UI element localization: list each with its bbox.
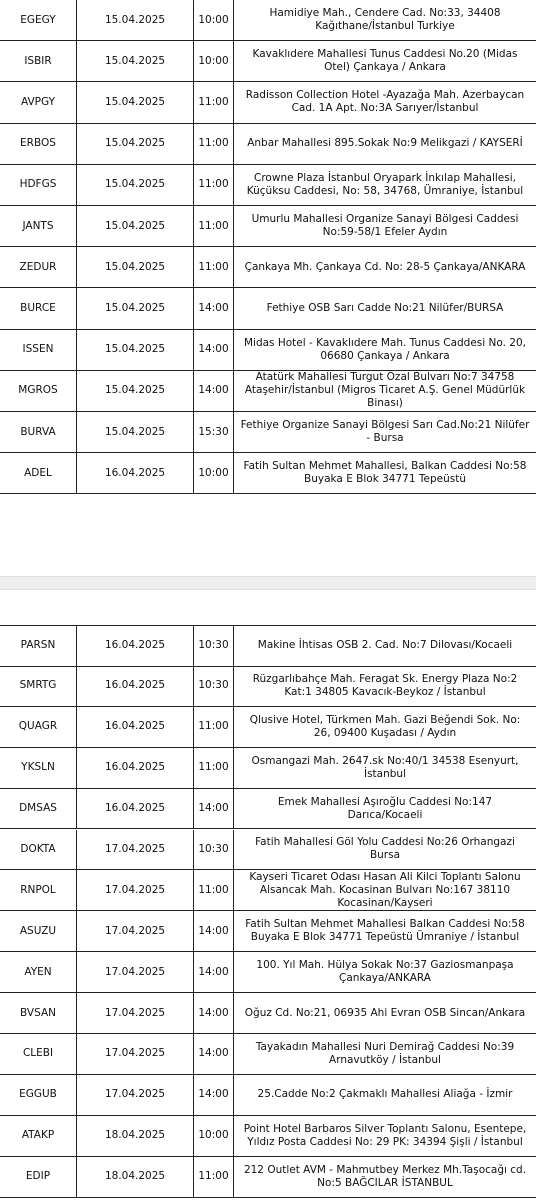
meeting-address: Rüzgarlıbahçe Mah. Feragat Sk. Energy Plaza No:2 Kat:1 34805 Kavacık-Beykoz / İstanbul: [252, 672, 518, 698]
meeting-date: 17.04.2025: [77, 870, 194, 910]
meeting-address: Point Hotel Barbaros Silver Toplantı Salonu, Esentepe, Yıldız Posta Caddesi No: 29 PK: 34394 Şişli / İstanbul: [243, 1122, 527, 1148]
meeting-time: 10:00: [194, 1116, 234, 1156]
table-row: [0, 247, 536, 288]
table-row: [0, 666, 536, 707]
company-code: DMSAS: [0, 789, 77, 829]
meeting-date: 16.04.2025: [77, 453, 194, 493]
meeting-date: 15.04.2025: [77, 330, 194, 370]
meeting-date: 18.04.2025: [77, 1157, 194, 1197]
company-code: PARSN: [0, 626, 77, 666]
meeting-address: Fatih Mahallesi Göl Yolu Caddesi No:26 Orhangazi Bursa: [255, 836, 515, 862]
meeting-date: 16.04.2025: [77, 626, 194, 666]
company-code: BURCE: [0, 288, 77, 328]
table-row: [0, 911, 536, 952]
meeting-date: 17.04.2025: [77, 911, 194, 951]
table-row: [0, 830, 536, 871]
meeting-date: 17.04.2025: [77, 1034, 194, 1074]
meeting-address: Qlusive Hotel, Türkmen Mah. Gazi Beğendi Sok. No: 26, 09400 Kuşadası / Aydın: [249, 713, 521, 739]
company-code: ISSEN: [0, 330, 77, 370]
meeting-date: 15.04.2025: [77, 41, 194, 81]
meeting-date: 16.04.2025: [77, 707, 194, 747]
company-code: CLEBI: [0, 1034, 77, 1074]
meeting-address: Oğuz Cd. No:21, 06935 Ahi Evran OSB Sincan/Ankara: [244, 1006, 526, 1019]
meeting-address: Fethiye OSB Sarı Cadde No:21 Nilüfer/BURSA: [266, 301, 504, 314]
meeting-date: 17.04.2025: [77, 993, 194, 1033]
document-page-2: [0, 619, 536, 1200]
meeting-date: 15.04.2025: [77, 165, 194, 205]
meeting-time: 11:00: [194, 1157, 234, 1197]
company-code: RNPOL: [0, 870, 77, 910]
meeting-address: Fatih Sultan Mehmet Mahallesi Balkan Caddesi No:58 Buyaka E Blok 34771 Tepeüstü Ümraniye / İstanbul: [245, 918, 525, 944]
table-row: [0, 789, 536, 830]
meeting-address: Fethiye Organize Sanayi Bölgesi Sarı Cad.No:21 Nilüfer - Bursa: [240, 419, 530, 445]
table-row: [0, 0, 536, 41]
company-code: EGGUB: [0, 1075, 77, 1115]
company-code: YKSLN: [0, 748, 77, 788]
meeting-address: Umurlu Mahallesi Organize Sanayi Bölgesi Caddesi No:59-58/1 Efeler Aydın: [251, 213, 519, 239]
meeting-time: 11:00: [194, 748, 234, 788]
meeting-time: 10:30: [194, 830, 234, 870]
table-row: [0, 453, 536, 494]
meeting-date: 15.04.2025: [77, 124, 194, 164]
company-code: MGROS: [0, 371, 77, 411]
meeting-date: 15.04.2025: [77, 288, 194, 328]
meeting-time: 14:00: [194, 789, 234, 829]
company-code: BVSAN: [0, 993, 77, 1033]
meeting-address: Anbar Mahallesi 895.Sokak No:9 Melikgazi / KAYSERİ: [247, 137, 523, 150]
company-code: EGEGY: [0, 0, 77, 40]
meeting-date: 17.04.2025: [77, 830, 194, 870]
table-row: [0, 625, 536, 667]
meeting-time: 11:00: [194, 206, 234, 246]
meeting-date: 17.04.2025: [77, 952, 194, 992]
document-page-1: [0, 0, 536, 500]
meeting-time: 11:00: [194, 707, 234, 747]
table-row: [0, 124, 536, 165]
company-code: ASUZU: [0, 911, 77, 951]
meeting-address: Emek Mahallesi Aşıroğlu Caddesi No:147 Darıca/Kocaeli: [277, 795, 493, 821]
table-row: [0, 748, 536, 789]
meeting-address: 25.Cadde No:2 Çakmaklı Mahallesi Aliağa - İzmir: [257, 1088, 513, 1101]
table-row: [0, 1075, 536, 1116]
meeting-time: 14:00: [194, 952, 234, 992]
meeting-address: 212 Outlet AVM - Mahmutbey Merkez Mh.Taşocağı cd. No:5 BAĞCILAR İSTANBUL: [243, 1163, 527, 1189]
meeting-address: Osmangazi Mah. 2647.sk No:40/1 34538 Esenyurt, İstanbul: [251, 754, 519, 780]
meeting-address: Atatürk Mahallesi Turgut Özal Bulvarı No:7 34758 Ataşehir/İstanbul (Migros Ticaret A.Ş. Genel Müdürlük Binası): [244, 371, 526, 410]
meeting-time: 10:00: [194, 41, 234, 81]
company-code: ISBIR: [0, 41, 77, 81]
company-code: ERBOS: [0, 124, 77, 164]
table-row: [0, 330, 536, 371]
meeting-date: 16.04.2025: [77, 666, 194, 706]
table-row: [0, 952, 536, 993]
meeting-time: 14:00: [194, 993, 234, 1033]
meeting-time: 11:00: [194, 124, 234, 164]
meeting-time: 14:00: [194, 371, 234, 411]
company-code: AVPGY: [0, 82, 77, 122]
table-row: [0, 707, 536, 748]
company-code: ATAKP: [0, 1116, 77, 1156]
company-code: DOKTA: [0, 830, 77, 870]
meeting-address: Hamidiye Mah., Cendere Cad. No:33, 34408 Kağıthane/İstanbul Turkiye: [269, 7, 501, 33]
table-row: [0, 288, 536, 329]
company-code: EDIP: [0, 1157, 77, 1197]
company-code: SMRTG: [0, 666, 77, 706]
meeting-time: 14:00: [194, 330, 234, 370]
company-code: HDFGS: [0, 165, 77, 205]
meeting-time: 10:30: [194, 626, 234, 666]
meeting-address: Fatih Sultan Mehmet Mahallesi, Balkan Caddesi No:58 Buyaka E Blok 34771 Tepeüstü: [243, 460, 527, 486]
table-row: [0, 206, 536, 247]
meeting-time: 11:00: [194, 82, 234, 122]
meeting-date: 15.04.2025: [77, 247, 194, 287]
meeting-time: 14:00: [194, 1034, 234, 1074]
meeting-address: Çankaya Mh. Çankaya Cd. No: 28-5 Çankaya/ANKARA: [244, 260, 526, 273]
meeting-time: 14:00: [194, 288, 234, 328]
meeting-date: 16.04.2025: [77, 748, 194, 788]
meeting-address: Crowne Plaza İstanbul Oryapark İnkılap Mahallesi, Küçüksu Caddesi, No: 58, 34768, Ümraniye, İstanbul: [246, 171, 524, 197]
meeting-address: Tayakadın Mahallesi Nuri Demirağ Caddesi No:39 Arnavutköy / İstanbul: [255, 1040, 515, 1066]
meeting-date: 15.04.2025: [77, 371, 194, 411]
meeting-address: Kavaklıdere Mahallesi Tunus Caddesi No.20 (Midas Otel) Çankaya / Ankara: [252, 48, 518, 74]
company-code: ADEL: [0, 453, 77, 493]
table-row: [0, 165, 536, 206]
meeting-date: 15.04.2025: [77, 412, 194, 452]
meeting-address: Makine İhtisas OSB 2. Cad. No:7 Dilovası/Kocaeli: [257, 639, 513, 652]
meeting-date: 15.04.2025: [77, 206, 194, 246]
table-row: [0, 1116, 536, 1157]
meeting-time: 14:00: [194, 1075, 234, 1115]
company-code: BURVA: [0, 412, 77, 452]
table-row: [0, 993, 536, 1034]
meeting-time: 15:30: [194, 412, 234, 452]
meeting-date: 18.04.2025: [77, 1116, 194, 1156]
meeting-address: Midas Hotel - Kavaklıdere Mah. Tunus Caddesi No. 20, 06680 Çankaya / Ankara: [243, 336, 527, 362]
table-row: [0, 371, 536, 412]
meeting-time: 10:00: [194, 0, 234, 40]
company-code: AYEN: [0, 952, 77, 992]
meeting-time: 11:00: [194, 247, 234, 287]
table-row: [0, 82, 536, 123]
meeting-time: 11:00: [194, 165, 234, 205]
meeting-address: Kayseri Ticaret Odası Hasan Ali Kilci Toplantı Salonu Alsancak Mah. Kocasinan Bulvarı No:167 38110 Kocasinan/Kayseri: [249, 870, 521, 909]
meeting-time: 10:30: [194, 666, 234, 706]
table-row: [0, 870, 536, 911]
company-code: JANTS: [0, 206, 77, 246]
meeting-time: 10:00: [194, 453, 234, 493]
meeting-date: 16.04.2025: [77, 789, 194, 829]
table-row: [0, 41, 536, 82]
meeting-time: 11:00: [194, 870, 234, 910]
meeting-date: 15.04.2025: [77, 82, 194, 122]
meeting-address: Radisson Collection Hotel -Ayazağa Mah. Azerbaycan Cad. 1A Apt. No:3A Sarıyer/İstanbul: [245, 89, 525, 115]
page-separator: [0, 576, 536, 590]
meeting-date: 15.04.2025: [77, 0, 194, 40]
table-row: [0, 412, 536, 453]
meeting-date: 17.04.2025: [77, 1075, 194, 1115]
meeting-address: 100. Yıl Mah. Hülya Sokak No:37 Gaziosmanpaşa Çankaya/ANKARA: [256, 959, 514, 985]
meeting-time: 14:00: [194, 911, 234, 951]
table-row: [0, 1034, 536, 1075]
page-gap: [0, 500, 536, 619]
company-code: QUAGR: [0, 707, 77, 747]
company-code: ZEDUR: [0, 247, 77, 287]
table-row: [0, 1157, 536, 1198]
